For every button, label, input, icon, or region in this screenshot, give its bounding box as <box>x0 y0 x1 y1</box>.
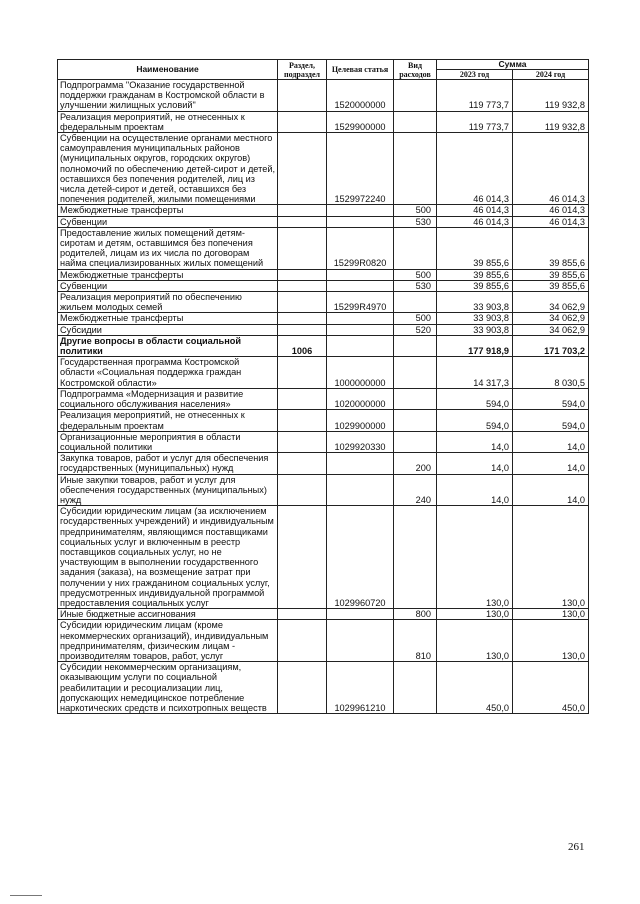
table-row <box>58 474 589 506</box>
cell-sum-2023: 46 014,3 <box>437 205 513 216</box>
cell-sum-2023: 14 317,3 <box>437 357 513 389</box>
cell-name: Субвенции на осуществление органами местного самоуправления муниципальных районов (муниципальных округов, городских округов) полномочий по обеспечению детей-сирот и детей, оставшихся без попечения родителей, лиц из числа детей-сирот и детей, оставшихся без попечения родителей, жилыми помещениями <box>58 133 278 205</box>
cell-name: Субсидии <box>58 324 278 335</box>
footer-divider <box>10 895 42 896</box>
table-row <box>58 609 589 620</box>
header-article: Целевая статья <box>327 60 394 80</box>
cell-article: 1029900000 <box>327 410 394 431</box>
cell-section <box>278 227 327 269</box>
cell-sum-2023: 594,0 <box>437 388 513 409</box>
table-row <box>58 324 589 335</box>
cell-name: Межбюджетные трансферты <box>58 313 278 324</box>
table-row <box>58 269 589 280</box>
cell-sum-2023: 14,0 <box>437 474 513 506</box>
header-year-2024: 2024 год <box>513 70 589 80</box>
cell-sum-2023: 39 855,6 <box>437 227 513 269</box>
cell-section <box>278 431 327 452</box>
cell-kind <box>394 111 437 132</box>
cell-section <box>278 506 327 609</box>
table-row <box>58 662 589 714</box>
cell-sum-2024: 14,0 <box>513 431 589 452</box>
cell-sum-2024: 119 932,8 <box>513 80 589 112</box>
cell-article <box>327 280 394 291</box>
table-row <box>58 506 589 609</box>
table-row <box>58 431 589 452</box>
cell-kind <box>394 357 437 389</box>
cell-article <box>327 324 394 335</box>
cell-sum-2024: 594,0 <box>513 410 589 431</box>
cell-sum-2024: 39 855,6 <box>513 227 589 269</box>
page-number: 261 <box>568 841 585 853</box>
cell-sum-2024: 34 062,9 <box>513 292 589 313</box>
cell-article <box>327 205 394 216</box>
cell-name: Иные закупки товаров, работ и услуг для обеспечения государственных (муниципальных) нужд <box>58 474 278 506</box>
cell-section <box>278 620 327 662</box>
cell-kind: 500 <box>394 205 437 216</box>
cell-sum-2024: 46 014,3 <box>513 216 589 227</box>
cell-kind <box>394 292 437 313</box>
cell-name: Субсидии некоммерческим организациям, оказывающим услуги по социальной реабилитации и ресоциализации лиц, допускающих немедицинское потребление наркотических средств и психотропных веществ <box>58 662 278 714</box>
table-row <box>58 357 589 389</box>
table-row <box>58 453 589 474</box>
table-row <box>58 133 589 205</box>
budget-table <box>57 59 589 714</box>
cell-sum-2024: 594,0 <box>513 388 589 409</box>
cell-name: Реализация мероприятий, не отнесенных к федеральным проектам <box>58 410 278 431</box>
cell-article: 15299R0820 <box>327 227 394 269</box>
cell-kind <box>394 431 437 452</box>
cell-name: Государственная программа Костромской области «Социальная поддержка граждан Костромской области» <box>58 357 278 389</box>
cell-name: Закупка товаров, работ и услуг для обеспечения государственных (муниципальных) нужд <box>58 453 278 474</box>
cell-section <box>278 453 327 474</box>
cell-sum-2023: 14,0 <box>437 431 513 452</box>
cell-article <box>327 313 394 324</box>
cell-article <box>327 609 394 620</box>
cell-sum-2023: 46 014,3 <box>437 133 513 205</box>
table-row <box>58 410 589 431</box>
cell-sum-2024: 8 030,5 <box>513 357 589 389</box>
cell-article <box>327 269 394 280</box>
cell-section <box>278 111 327 132</box>
table-row <box>58 335 589 356</box>
cell-sum-2023: 130,0 <box>437 609 513 620</box>
cell-sum-2024: 34 062,9 <box>513 313 589 324</box>
cell-sum-2024: 130,0 <box>513 506 589 609</box>
cell-section <box>278 313 327 324</box>
header-year-2023: 2023 год <box>437 70 513 80</box>
cell-article <box>327 216 394 227</box>
cell-sum-2024: 34 062,9 <box>513 324 589 335</box>
cell-sum-2024: 119 932,8 <box>513 111 589 132</box>
cell-section <box>278 269 327 280</box>
cell-sum-2023: 130,0 <box>437 620 513 662</box>
cell-name: Реализация мероприятий, не отнесенных к федеральным проектам <box>58 111 278 132</box>
cell-section <box>278 609 327 620</box>
cell-name: Другие вопросы в области социальной политики <box>58 335 278 356</box>
cell-sum-2023: 14,0 <box>437 453 513 474</box>
cell-article: 1020000000 <box>327 388 394 409</box>
cell-section <box>278 205 327 216</box>
cell-kind <box>394 506 437 609</box>
cell-name: Межбюджетные трансферты <box>58 205 278 216</box>
cell-name: Субсидии юридическим лицам (кроме некоммерческих организаций), индивидуальным предпринимателям, физическим лицам - производителям товаров, работ, услуг <box>58 620 278 662</box>
cell-section <box>278 80 327 112</box>
table-header <box>58 60 589 80</box>
cell-name: Организационные мероприятия в области социальной политики <box>58 431 278 452</box>
cell-sum-2023: 130,0 <box>437 506 513 609</box>
cell-kind <box>394 662 437 714</box>
header-sum: Сумма <box>437 60 589 70</box>
table-row <box>58 280 589 291</box>
table-row <box>58 313 589 324</box>
cell-kind: 800 <box>394 609 437 620</box>
cell-kind <box>394 80 437 112</box>
cell-name: Предоставление жилых помещений детям-сиротам и детям, оставшимся без попечения родителей, лицам из их числа по договорам найма специализированных жилых помещений <box>58 227 278 269</box>
cell-article <box>327 620 394 662</box>
cell-sum-2023: 33 903,8 <box>437 324 513 335</box>
cell-sum-2023: 450,0 <box>437 662 513 714</box>
cell-article: 1029961210 <box>327 662 394 714</box>
header-section: Раздел, подраздел <box>278 60 327 80</box>
cell-name: Межбюджетные трансферты <box>58 269 278 280</box>
cell-kind <box>394 133 437 205</box>
cell-sum-2023: 39 855,6 <box>437 280 513 291</box>
cell-sum-2024: 130,0 <box>513 609 589 620</box>
cell-name: Субвенции <box>58 280 278 291</box>
cell-sum-2024: 39 855,6 <box>513 280 589 291</box>
cell-sum-2023: 46 014,3 <box>437 216 513 227</box>
cell-sum-2024: 171 703,2 <box>513 335 589 356</box>
cell-article: 1520000000 <box>327 80 394 112</box>
cell-section <box>278 662 327 714</box>
cell-sum-2024: 450,0 <box>513 662 589 714</box>
header-kind: Вид расходов <box>394 60 437 80</box>
cell-sum-2023: 119 773,7 <box>437 111 513 132</box>
cell-article: 1529900000 <box>327 111 394 132</box>
cell-sum-2023: 33 903,8 <box>437 313 513 324</box>
cell-section <box>278 324 327 335</box>
cell-kind: 500 <box>394 269 437 280</box>
cell-sum-2023: 39 855,6 <box>437 269 513 280</box>
cell-name: Подпрограмма «Модернизация и развитие социального обслуживания населения» <box>58 388 278 409</box>
cell-name: Субсидии юридическим лицам (за исключением государственных учреждений) и индивидуальным предпринимателям, являющимся поставщиками социальных услуг и включенным в реестр поставщиков социальных услуг, но не участвующим в выполнении государственного задания (заказа), на возмещение затрат при получении у них гражданином социальных услуг, предусмотренных индивидуальной программой предоставления социальных услуг <box>58 506 278 609</box>
cell-kind <box>394 388 437 409</box>
cell-article: 1029920330 <box>327 431 394 452</box>
table-row <box>58 227 589 269</box>
cell-name: Иные бюджетные ассигнования <box>58 609 278 620</box>
cell-section <box>278 474 327 506</box>
cell-kind: 240 <box>394 474 437 506</box>
table-body <box>58 80 589 714</box>
cell-section <box>278 292 327 313</box>
table-row <box>58 216 589 227</box>
cell-sum-2024: 14,0 <box>513 453 589 474</box>
table-row <box>58 111 589 132</box>
cell-kind: 530 <box>394 280 437 291</box>
table-row <box>58 620 589 662</box>
cell-article: 1029960720 <box>327 506 394 609</box>
table-row <box>58 205 589 216</box>
cell-sum-2023: 33 903,8 <box>437 292 513 313</box>
cell-kind: 200 <box>394 453 437 474</box>
table-row <box>58 388 589 409</box>
cell-sum-2024: 46 014,3 <box>513 205 589 216</box>
cell-sum-2024: 130,0 <box>513 620 589 662</box>
cell-sum-2024: 14,0 <box>513 474 589 506</box>
cell-article: 1529972240 <box>327 133 394 205</box>
cell-article <box>327 453 394 474</box>
cell-section <box>278 357 327 389</box>
cell-sum-2024: 39 855,6 <box>513 269 589 280</box>
cell-article: 1000000000 <box>327 357 394 389</box>
cell-kind <box>394 335 437 356</box>
cell-kind: 530 <box>394 216 437 227</box>
table-row <box>58 292 589 313</box>
cell-sum-2023: 594,0 <box>437 410 513 431</box>
cell-kind <box>394 227 437 269</box>
table-row <box>58 80 589 112</box>
cell-section: 1006 <box>278 335 327 356</box>
cell-kind: 500 <box>394 313 437 324</box>
cell-article <box>327 474 394 506</box>
cell-kind: 520 <box>394 324 437 335</box>
cell-section <box>278 216 327 227</box>
cell-sum-2024: 46 014,3 <box>513 133 589 205</box>
header-name: Наименование <box>58 60 278 80</box>
cell-section <box>278 133 327 205</box>
cell-kind <box>394 410 437 431</box>
cell-name: Подпрограмма "Оказание государственной поддержки гражданам в Костромской области в улучшении жилищных условий" <box>58 80 278 112</box>
cell-section <box>278 280 327 291</box>
cell-sum-2023: 119 773,7 <box>437 80 513 112</box>
cell-name: Субвенции <box>58 216 278 227</box>
cell-article: 15299R4970 <box>327 292 394 313</box>
cell-kind: 810 <box>394 620 437 662</box>
cell-section <box>278 410 327 431</box>
cell-section <box>278 388 327 409</box>
cell-article <box>327 335 394 356</box>
cell-name: Реализация мероприятий по обеспечению жильем молодых семей <box>58 292 278 313</box>
cell-sum-2023: 177 918,9 <box>437 335 513 356</box>
